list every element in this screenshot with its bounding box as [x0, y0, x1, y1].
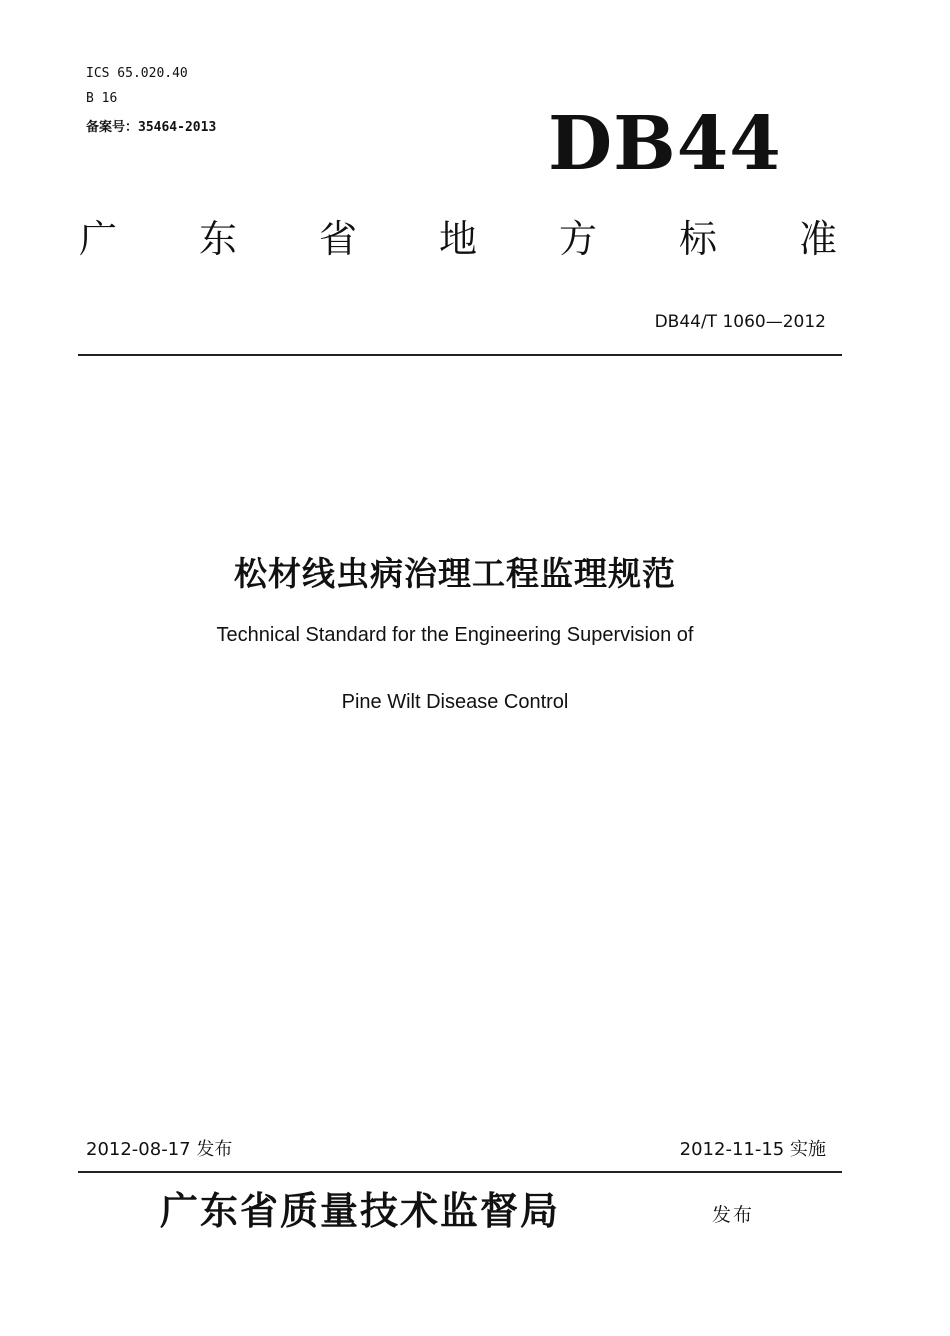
standard-type-char: 地 — [438, 216, 477, 261]
ics-code: ICS 65.020.40 — [86, 66, 188, 81]
db44-logo: DB44 — [548, 101, 782, 187]
issuing-action: 发布 — [712, 1204, 755, 1226]
standard-type-char: 标 — [678, 216, 717, 261]
standard-type-char: 广 — [78, 216, 117, 261]
header-divider — [78, 354, 842, 356]
footer-divider — [78, 1171, 842, 1173]
standard-type-char: 东 — [198, 216, 237, 261]
issuing-authority: 广东省质量技术监督局 — [160, 1188, 561, 1233]
implementation-date: 2012-11-15 实施 — [679, 1139, 826, 1160]
issue-date: 2012-08-17 发布 — [86, 1139, 233, 1160]
document-title-en-line2: Pine Wilt Disease Control — [341, 691, 569, 713]
standard-type-char: 准 — [798, 216, 837, 261]
standard-number: DB44/T 1060—2012 — [654, 312, 826, 332]
record-number: 备案号：35464-2013 — [86, 120, 217, 135]
standard-type-char: 省 — [318, 216, 357, 261]
document-title-en-line1: Technical Standard for the Engineering Supervision of — [216, 624, 694, 646]
standard-type-title — [78, 205, 838, 265]
document-title-cn: 松材线虫病治理工程监理规范 — [234, 554, 676, 593]
standard-type-char: 方 — [558, 216, 597, 261]
classification-code: B 16 — [86, 91, 118, 106]
